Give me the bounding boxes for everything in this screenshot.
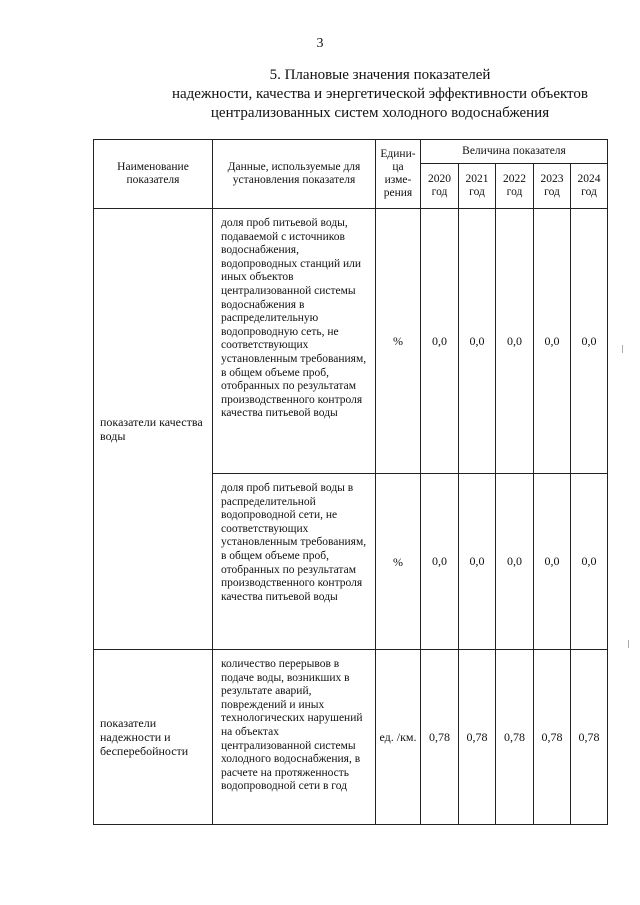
indicator-unit: % bbox=[376, 474, 421, 650]
value-2021: 0,0 bbox=[459, 209, 496, 474]
indicator-name-reliability: показатели надежности и бесперебойности bbox=[94, 650, 213, 825]
scan-mark bbox=[628, 640, 629, 648]
header-year-2023: 2023 год bbox=[534, 164, 571, 209]
indicators-table bbox=[93, 139, 608, 825]
value-2023: 0,78 bbox=[534, 650, 571, 825]
value-2023: 0,0 bbox=[534, 209, 571, 474]
table-row bbox=[94, 209, 608, 474]
indicator-unit: ед. /км. bbox=[376, 650, 421, 825]
indicator-description: доля проб питьевой воды в распределительной водопроводной сети, не соответствующих установленным требованиям, в общем объеме проб, отобранных по результатам производственного контроля качества питьевой воды bbox=[213, 474, 376, 650]
value-2021: 0,78 bbox=[459, 650, 496, 825]
header-year-2021: 2021 год bbox=[459, 164, 496, 209]
header-data: Данные, используемые для установления показателя bbox=[213, 140, 376, 209]
header-row-1 bbox=[94, 140, 608, 164]
value-2024: 0,78 bbox=[571, 650, 608, 825]
value-2020: 0,78 bbox=[421, 650, 459, 825]
header-year-2024: 2024 год bbox=[571, 164, 608, 209]
value-2023: 0,0 bbox=[534, 474, 571, 650]
table-row bbox=[94, 650, 608, 825]
value-2020: 0,0 bbox=[421, 474, 459, 650]
title-line-1: 5. Плановые значения показателей bbox=[269, 67, 491, 83]
header-year-2020: 2020 год bbox=[421, 164, 459, 209]
header-unit: Едини-ца изме-рения bbox=[376, 140, 421, 209]
value-2022: 0,0 bbox=[496, 209, 534, 474]
header-name: Наименование показателя bbox=[94, 140, 213, 209]
value-2022: 0,78 bbox=[496, 650, 534, 825]
page-number: 3 bbox=[316, 36, 324, 51]
value-2024: 0,0 bbox=[571, 209, 608, 474]
value-2020: 0,0 bbox=[421, 209, 459, 474]
title-line-2: надежности, качества и энергетической эффективности объектов bbox=[171, 86, 588, 102]
value-2021: 0,0 bbox=[459, 474, 496, 650]
indicator-unit: % bbox=[376, 209, 421, 474]
value-2022: 0,0 bbox=[496, 474, 534, 650]
title-line-3: централизованных систем холодного водоснабжения bbox=[210, 105, 550, 121]
indicator-description: доля проб питьевой воды, подаваемой с источников водоснабжения, водопроводных станций или иных объектов централизованной системы водоснабжения в распределительную водопроводную сеть, не соответствующих установленным требованиям, в общем объеме проб, отобранных по результатам производственного контроля качества питьевой воды bbox=[213, 209, 376, 474]
indicator-name-water-quality: показатели качества воды bbox=[94, 209, 213, 650]
header-year-2022: 2022 год bbox=[496, 164, 534, 209]
value-2024: 0,0 bbox=[571, 474, 608, 650]
document-title bbox=[130, 66, 630, 123]
scan-mark bbox=[622, 345, 623, 353]
header-value-group: Величина показателя bbox=[421, 140, 608, 164]
indicator-description: количество перерывов в подаче воды, возникших в результате аварий, повреждений и иных технологических нарушений на объектах централизованной системы холодного водоснабжения, в расчете на протяженность водопроводной сети в год bbox=[213, 650, 376, 825]
